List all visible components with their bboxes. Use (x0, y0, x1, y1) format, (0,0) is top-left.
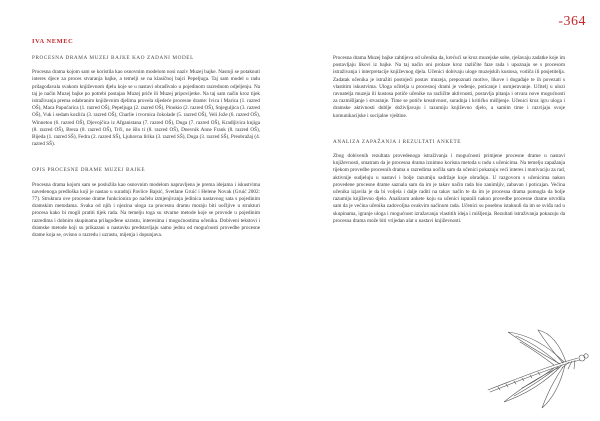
paragraph-analysis: Zbog dobivenih rezultata provedenoga istraživanja i mogućnosti primjene procesne drame u nastavi književnosti, smatram da je procesna drama iznimno korisna metoda u radu s učenicima. Na temelju zapažanja tijekom provedbe procesnih drama u razredima uočila sam da učenici pokazuju veći interes i motivaciju za rad, aktivnije sudjeluju u nastavi i bolje razumiju sadržaje koje obrađuju. U razgovoru s učenicima nakon provedene procesne drame saznala sam da im je takav način rada bio zanimljiv, zabavan i poticajan. Većina učenika izjavila je da bi voljela i dalje raditi na takav način te da im je procesna drama pomogla da bolje razumiju književno djelo. Analizom ankete koju su učenici ispunili nakon provedbe procesne drame utvrdila sam da je većina učenika zadovoljna ovakvim načinom rada. Učenici su posebno istaknuli da im se sviđa rad u skupinama, igranje uloga i mogućnost izražavanja vlastitih ideja i mišljenja. Rezultati istraživanja pokazuju da procesna drama može biti vrijedan alat u nastavi književnosti. (333, 153, 565, 224)
paragraph-description: Procesna drama kojom sam se poslužila kao osnovnim modelom napravljena je prema idejama i iskustvima navedenoga predloška koji je nastao u suradnji Pavlice Bajsić, Svetlane Gruić i Helene Novak (Gruić 2002: 77). Struktura ove procesne drame funkcionira po načelu izmjenjivanja jedinica nastavnog sata s pojedinim dramskim metodama. Svaka od njih i njezina uloga za procesnu dramu moraju biti uočljive u strukturi procesa kako bi mogli pratiti tijek rada. Na temelju toga su stvarne metode koje se provode u pojedinim razredima i dobnim skupinama prilagođene uzrastu, interesima i mogućnostima učenika. Dobiveni tekstovi i dramske metode koji su prikazani u nastavku predstavljaju samo jednu od mogućnosti provedbe procesne drame koja se, ovisno o razredu i uzrastu, mijenja i dopunjava. (32, 181, 260, 239)
section-heading-model: PROCESNA DRAMA MUZEJ BAJKE KAO ZADANI MODEL (32, 55, 194, 61)
author-name: IVA NEMEC (32, 38, 74, 45)
left-column (32, 55, 260, 246)
section-heading-analysis: ANALIZA ZAPAŽANJA I REZULTATI ANKETE (333, 138, 461, 145)
right-column (333, 55, 565, 232)
dragonfly-illustration-icon (468, 328, 596, 418)
paragraph-model-intro: Procesna drama kojom sam se koristila kao osnovnim modelom nosi naziv Muzej bajke. Nastoji se potaknuti interes djece za proces stvaranja bajke, a temelji se na klasičnoj bajci Pepeljuga. Taj sam model u radu prilagođavala svakom književnom djelu koje se u nastavi obrađivalo u pojedinom razrednom odjeljenju. Na taj je način Muzej bajke po potrebi postajao Muzej priče ili Muzej pripovijetke. Na taj sam način kroz tijek istraživanja prema odabranim književnim djelima provela sljedeće procesne drame: Ivica i Marica (1. razred OŠ), Maca Papučarica (1. razred OŠ), Pepeljuga (2. razred OŠ), Pinokio (2. razred OŠ), Snjeguljica (3. razred OŠ), Vuk i sedam kozlića (3. razred OŠ), Charlie i tvornica čokolade (5. razred OŠ), Veli Jože (6. razred OŠ), Winnetou (6. razred OŠ), Djevojčica iz Afganistana (7. razred OŠ), Duga (7. razred OŠ), Kradljivica knjiga (8. razred OŠ), Breza (8. razred OŠ), Trči, ne išlo ti (8. razred OŠ), Dnevnik Anne Frank (8. razred OŠ), Bijeda (1. razred SŠ), Fedra (2. razred SŠ), Ljubavna lirika (3. razred SŠ), Duga (3. razred SŠ), Preobražaj (4. razred SŠ). (32, 69, 260, 148)
page-number: -364 (558, 14, 586, 29)
section-heading-description: OPIS PROCESNE DRAME MUZEJ BAJKE (32, 167, 146, 174)
paragraph-model-continued: Procesna drama Muzej bajke zahtijeva od učenika da, krećući se kroz muzejske sobe, rješavaju zadatke koje im postavljaju likovi iz bajke. Na taj način oni prolaze kroz različite faze rada i upoznaju se s procesom istraživanja i interpretacije književnog djela. Učenici dobivaju uloge muzejskih kustosa, vodiča ili posjetitelja. Zadatak učenika je istražiti postojeći postav muzeja, prepoznati motive, likove i događaje te ih povezati s vlastitim iskustvima. Uloga učitelja u procesnoj drami je vođenje, poticanje i usmjeravanje. Učitelj u ulozi ravnatelja muzeja ili kustosa potiče učenike na različite aktivnosti, postavlja pitanja i otvara nove mogućnosti za razmišljanje i stvaranje. Time se potiče kreativnost, suradnja i kritičko mišljenje. Učenici kroz igru uloga i dramske aktivnosti dublje doživljavaju i razumiju književno djelo, a samim time i razvijaju svoje komunikacijske i socijalne vještine. (333, 55, 565, 119)
